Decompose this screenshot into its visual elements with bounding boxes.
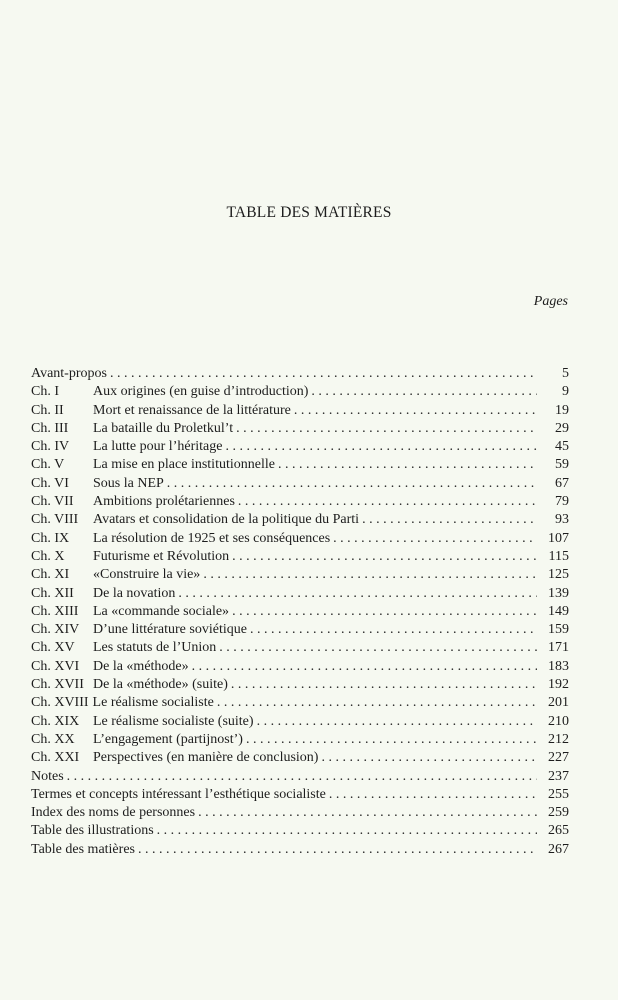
toc-chapter-number: Ch. I — [31, 384, 59, 400]
toc-entry — [31, 731, 569, 749]
toc-chapter-number: Ch. XII — [31, 585, 74, 601]
toc-page-number: 192 — [548, 677, 569, 693]
toc-page-number: 115 — [548, 548, 569, 564]
dot-leader — [192, 658, 537, 676]
toc-chapter-number: Ch. III — [31, 420, 69, 436]
toc-entry — [31, 402, 569, 420]
toc-page-number: 265 — [548, 823, 569, 839]
dot-leader — [67, 768, 537, 786]
toc-entry — [31, 786, 569, 804]
dot-leader — [278, 456, 537, 474]
toc-page-number: 125 — [548, 567, 569, 583]
toc-entry — [31, 603, 569, 621]
dot-leader — [333, 530, 537, 548]
dot-leader — [225, 438, 537, 456]
toc-entry — [31, 639, 569, 657]
toc-entry-title: Le réalisme socialiste — [92, 695, 214, 711]
dot-leader — [257, 713, 537, 731]
dot-leader — [232, 548, 537, 566]
toc-entry — [31, 420, 569, 438]
toc-entry-title: Mort et renaissance de la littérature — [93, 402, 291, 418]
toc-chapter-number: Ch. II — [31, 402, 64, 418]
toc-entry-title: Notes — [31, 768, 64, 784]
toc-entry — [31, 804, 569, 822]
toc-entry — [31, 841, 569, 859]
toc-page-number: 107 — [548, 530, 569, 546]
toc-chapter-number: Ch. VII — [31, 494, 74, 510]
dot-leader — [311, 383, 537, 401]
toc-page-number: 212 — [548, 731, 569, 747]
toc-page-number: 9 — [562, 384, 569, 400]
toc-entry-title: «Construire la vie» — [93, 567, 201, 583]
toc-chapter-number: Ch. XVII — [31, 677, 84, 693]
toc-entry — [31, 365, 569, 383]
toc-chapter-number: Ch. V — [31, 457, 65, 473]
dot-leader — [138, 841, 537, 859]
toc-page-number: 267 — [548, 841, 569, 857]
toc-entry-title: Termes et concepts intéressant l’esthétique socialiste — [31, 786, 326, 802]
dot-leader — [294, 402, 537, 420]
toc-entry-title: De la «méthode» (suite) — [93, 677, 228, 693]
toc-entry-title: Ambitions prolétariennes — [93, 494, 235, 510]
toc-entry-title: La lutte pour l’héritage — [93, 439, 223, 455]
toc-entry-title: De la novation — [93, 585, 176, 601]
toc-chapter-number: Ch. X — [31, 548, 65, 564]
dot-leader — [236, 420, 537, 438]
toc-entry-title: L’engagement (partijnost’) — [93, 731, 243, 747]
dot-leader — [157, 822, 537, 840]
toc-entry — [31, 713, 569, 731]
toc-entry-title: De la «méthode» — [93, 658, 189, 674]
dot-leader — [238, 493, 537, 511]
toc-entry-title: Aux origines (en guise d’introduction) — [93, 384, 309, 400]
toc-page-number: 183 — [548, 658, 569, 674]
toc-chapter-number: Ch. XIII — [31, 603, 79, 619]
toc-entry-title: La mise en place institutionnelle — [93, 457, 275, 473]
toc-chapter-number: Ch. IV — [31, 439, 70, 455]
toc-page-number: 93 — [555, 512, 569, 528]
toc-entry-title: D’une littérature soviétique — [93, 622, 247, 638]
dot-leader — [178, 585, 537, 603]
toc-entry-title: Futurisme et Révolution — [93, 548, 230, 564]
toc-entry — [31, 548, 569, 566]
toc-entry — [31, 566, 569, 584]
dot-leader — [198, 804, 537, 822]
toc-chapter-number: Ch. XVIII — [31, 695, 89, 711]
dot-leader — [246, 731, 537, 749]
toc-page-number: 149 — [548, 603, 569, 619]
toc-page-number: 259 — [548, 805, 569, 821]
dot-leader — [232, 603, 537, 621]
dot-leader — [219, 639, 537, 657]
dot-leader — [167, 475, 537, 493]
toc-entry — [31, 493, 569, 511]
dot-leader — [329, 786, 537, 804]
toc-entry-title: Avatars et consolidation de la politique du Parti — [93, 512, 360, 528]
toc-entry — [31, 585, 569, 603]
toc-page-number: 79 — [555, 494, 569, 510]
toc-page-number: 210 — [548, 713, 569, 729]
toc-entry-title: Sous la NEP — [93, 475, 164, 491]
dot-leader — [231, 676, 537, 694]
dot-leader — [250, 621, 537, 639]
pages-column-label: Pages — [533, 294, 568, 309]
toc-entry-title: La résolution de 1925 et ses conséquences — [93, 530, 331, 546]
toc-page-number: 5 — [562, 366, 569, 381]
toc-entry-title: La «commande sociale» — [93, 603, 230, 619]
toc-entry-title: Le réalisme socialiste (suite) — [93, 713, 254, 729]
toc-page-number: 227 — [548, 750, 569, 766]
toc-page-number: 171 — [548, 640, 569, 656]
toc-entry — [31, 822, 569, 840]
toc-chapter-number: Ch. XVI — [31, 658, 80, 674]
toc-entry — [31, 530, 569, 548]
toc-chapter-number: Ch. XI — [31, 567, 70, 583]
page-title: TABLE DES MATIÈRES — [226, 204, 392, 221]
toc-chapter-number: Ch. XX — [31, 731, 75, 747]
toc-entry — [31, 438, 569, 456]
dot-leader — [203, 566, 537, 584]
toc-entry-title: Perspectives (en manière de conclusion) — [93, 750, 319, 766]
dot-leader — [110, 365, 537, 383]
dot-leader — [362, 511, 537, 529]
toc-page-number: 237 — [548, 768, 569, 784]
toc-entry-title: La bataille du Proletkul’t — [93, 420, 234, 436]
toc-entry-title: Table des illustrations — [31, 823, 154, 839]
dot-leader — [217, 694, 537, 712]
toc-page-number: 29 — [555, 420, 569, 436]
toc-chapter-number: Ch. XXI — [31, 750, 80, 766]
toc-chapter-number: Ch. XV — [31, 640, 75, 656]
dot-leader — [321, 749, 537, 767]
toc-entry — [31, 749, 569, 767]
toc-entry — [31, 658, 569, 676]
toc-chapter-number: Ch. XIX — [31, 713, 80, 729]
toc-entry-title: Avant-propos — [31, 366, 107, 381]
table-of-contents — [31, 365, 569, 859]
toc-page-number: 45 — [555, 439, 569, 455]
toc-page-number: 59 — [555, 457, 569, 473]
toc-entry — [31, 621, 569, 639]
toc-entry — [31, 694, 569, 712]
toc-page-number: 255 — [548, 786, 569, 802]
toc-chapter-number: Ch. XIV — [31, 622, 80, 638]
toc-chapter-number: Ch. VIII — [31, 512, 79, 528]
toc-entry — [31, 511, 569, 529]
toc-entry-title: Table des matières — [31, 841, 135, 857]
toc-page-number: 67 — [555, 475, 569, 491]
toc-chapter-number: Ch. IX — [31, 530, 70, 546]
toc-entry — [31, 475, 569, 493]
toc-chapter-number: Ch. VI — [31, 475, 69, 491]
toc-entry — [31, 768, 569, 786]
toc-page-number: 159 — [548, 622, 569, 638]
toc-entry — [31, 383, 569, 401]
toc-page-number: 201 — [548, 695, 569, 711]
toc-entry — [31, 456, 569, 474]
toc-page-number: 19 — [555, 402, 569, 418]
toc-page-number: 139 — [548, 585, 569, 601]
toc-entry — [31, 676, 569, 694]
toc-entry-title: Index des noms de personnes — [31, 805, 196, 821]
toc-entry-title: Les statuts de l’Union — [93, 640, 217, 656]
